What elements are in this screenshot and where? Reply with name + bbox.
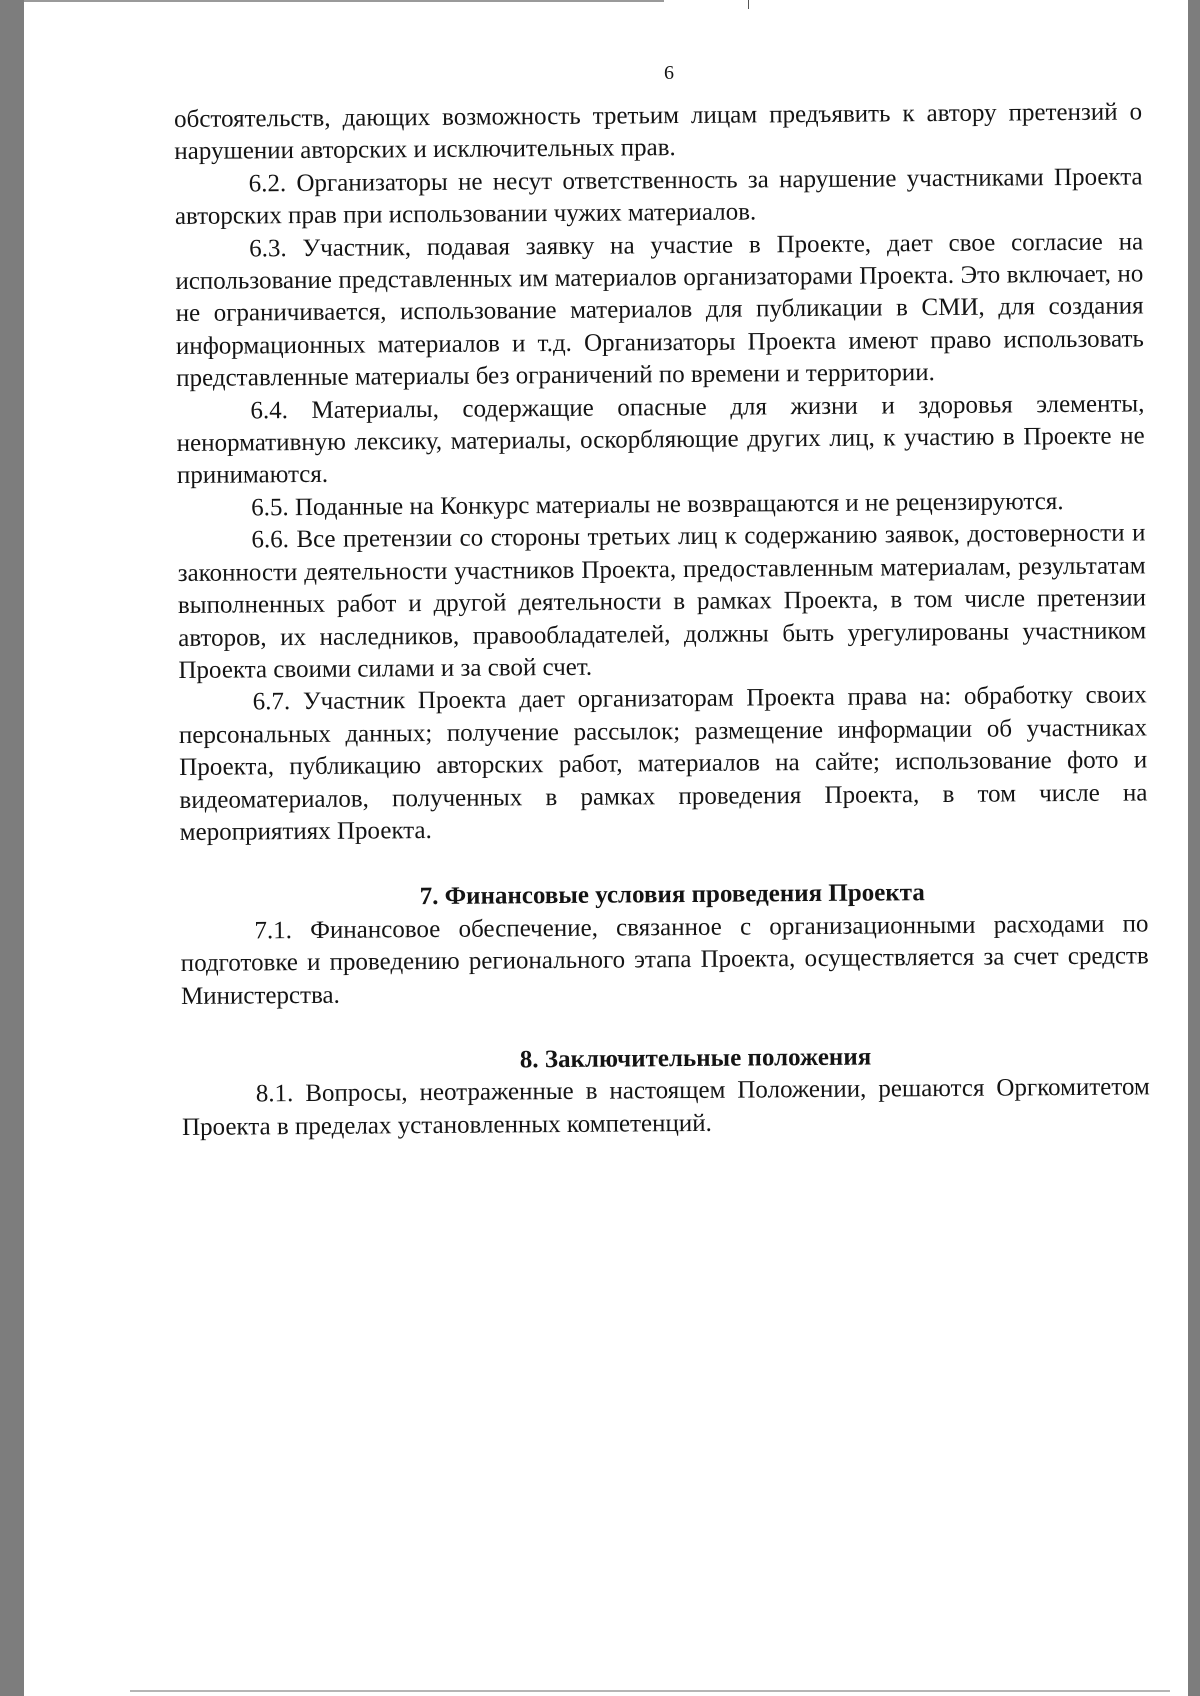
scan-border-top	[24, 0, 664, 2]
paragraph-7-1: 7.1. Финансовое обеспечение, связанное с организационными расходами по подготовке и проведению регионального этапа Проекта, осуществляется за счет средств Министерства.	[180, 910, 1149, 1010]
paragraph-6-3: 6.3. Участник, подавая заявку на участие в Проекте, дает свое согласие на использование представленных им материалов организаторами Проекта. Это включает, но не ограничивается, использование материалов для публикации в СМИ, для создания информационных материалов и т.д. Организаторы Проекта имеют право использовать представленные материалы без ограничений по времени и территории.	[175, 228, 1144, 393]
scan-mark	[748, 0, 749, 9]
paragraph-6-7: 6.7. Участник Проекта дает организаторам Проекта права на: обработку своих персональных данных; получение рассылок; размещение информации об участниках Проекта, публикацию авторских работ, материалов на сайте; использование фото и видеоматериалов, полученных в рамках проведения Проекта, в том числе на мероприятиях Проекта.	[178, 681, 1148, 846]
document-body	[174, 96, 1150, 1144]
document-page	[24, 0, 1188, 1696]
scan-border-left	[0, 0, 24, 1696]
paragraph-6-6: 6.6. Все претензии со стороны третьих лиц к содержанию заявок, достоверности и законности деятельности участников Проекта, предоставленным материалам, результатам выполненных работ и другой деятельности в рамках Проекта, в том числе претензии авторов, их наследников, правообладателей, должны быть урегулированы участником Проекта своими силами и за свой счет.	[177, 519, 1147, 684]
paragraph-6-1-continuation: обстоятельств, дающих возможность третьим лицам предъявить к автору претензий о нарушении авторских и исключительных прав.	[174, 98, 1143, 166]
paragraph-6-5: 6.5. Поданные на Конкурс материалы не возвращаются и не рецензируются.	[251, 487, 1064, 522]
section-8-heading: 8. Заключительные положения	[519, 1043, 872, 1074]
page-number: 6	[664, 62, 674, 84]
scan-border-right	[1188, 0, 1200, 1696]
paragraph-8-1: 8.1. Вопросы, неотраженные в настоящем Положении, решаются Оргкомитетом Проекта в пределах установленных компетенций.	[181, 1073, 1150, 1141]
scan-border-bottom	[130, 1690, 1170, 1692]
paragraph-6-2: 6.2. Организаторы не несут ответственность за нарушение участниками Проекта авторских прав при использовании чужих материалов.	[174, 163, 1143, 231]
section-7-heading: 7. Финансовые условия проведения Проекта	[419, 879, 925, 911]
paragraph-6-4: 6.4. Материалы, содержащие опасные для жизни и здоровья элементы, ненормативную лексику, материалы, оскорбляющие других лиц, к участию в Проекте не принимаются.	[176, 390, 1145, 490]
